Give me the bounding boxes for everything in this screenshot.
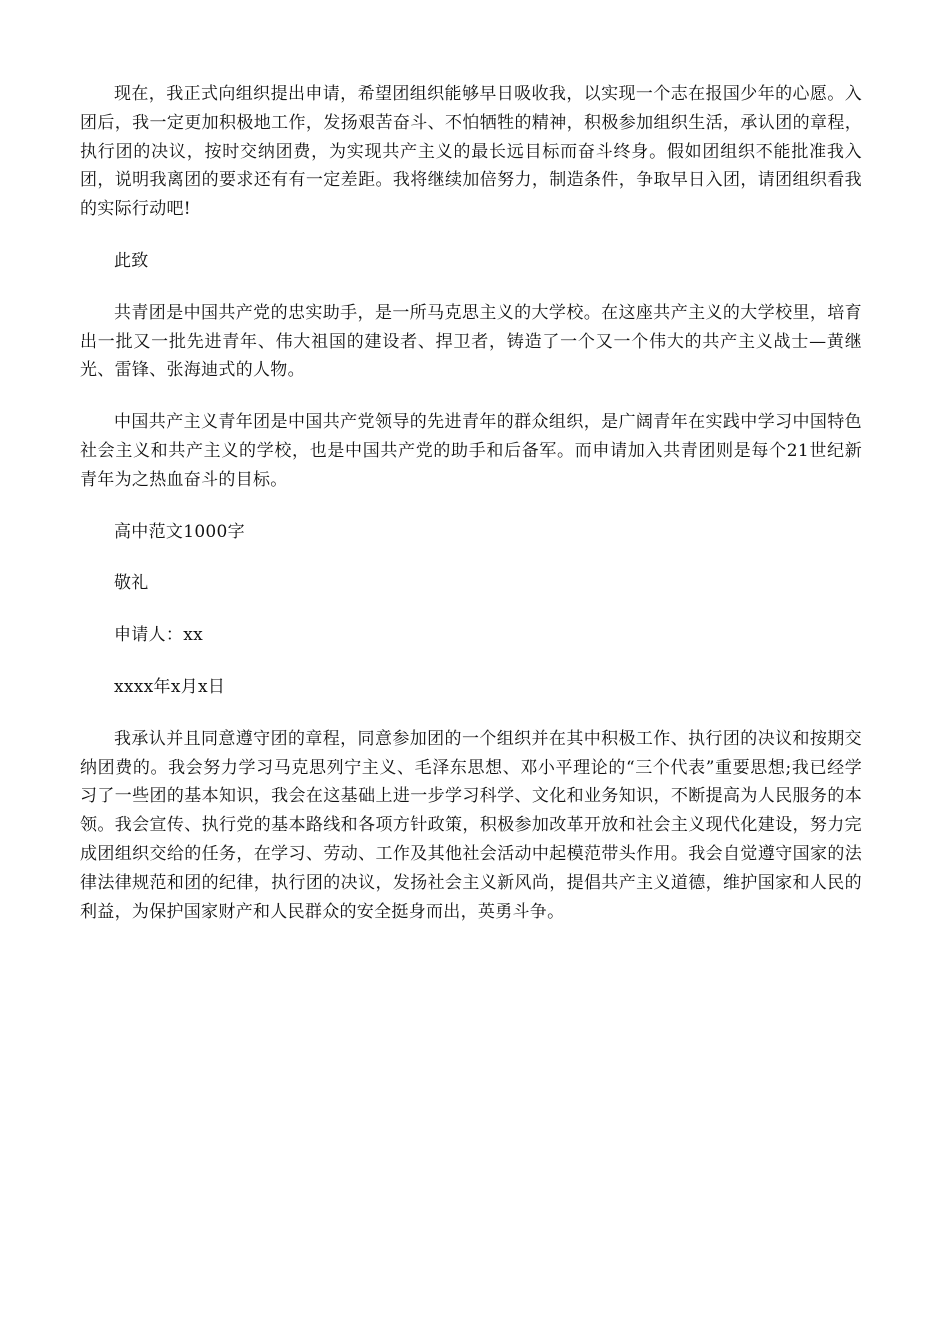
paragraph-line: 敬礼 bbox=[114, 573, 149, 594]
paragraph-line: 高中范文1000字 bbox=[114, 521, 245, 542]
paragraph-line: 人民服务的本领。我会宣传、执行党的基本路线和各项方针政策，积极参加改革开放和社会主义现 bbox=[80, 786, 862, 836]
paragraph-line: xxxx年x月x日 bbox=[114, 676, 226, 697]
paragraph-9 bbox=[80, 725, 862, 927]
paragraph-line: 期交纳团费的。我会努力学习马克思列宁主义、毛泽东思想、邓小平理论的“三个代表”重要思想; bbox=[80, 728, 862, 778]
paragraph-line: 我已经学习了一些团的基本知识，我会在这基础上进一步学习科学、文化和业务知识，不断提高为 bbox=[80, 757, 862, 807]
paragraph-4 bbox=[80, 408, 862, 494]
paragraph-line: 义道德，维护国家和人民的利益，为保护国家财产和人民群众的安全挺身而出，英勇斗争。 bbox=[80, 872, 862, 922]
paragraph-gap bbox=[80, 702, 862, 725]
paragraph-gap bbox=[80, 546, 862, 569]
paragraph-line: 团的章程，执行团的决议，按时交纳团费，为实现共产主义的最长远目标而奋斗终身。假如团组织 bbox=[80, 112, 863, 162]
paragraph-gap bbox=[80, 495, 862, 518]
document-page bbox=[80, 72, 862, 926]
paragraph-line: 代化建设，努力完成团组织交给的任务，在学习、劳动、工作及其他社会活动中起模范带头作用。 bbox=[80, 815, 862, 864]
paragraph-gap bbox=[80, 650, 862, 673]
paragraph-1 bbox=[80, 80, 862, 224]
paragraph-line: 我承认并且同意遵守团的章程，同意参加团的一个组织并在其中积极工作、执行团的决议和按 bbox=[114, 728, 828, 749]
paragraph-line: 现在，我正式向组织提出申请，希望团组织能够早日吸收我，以实现一个志在报国少年的心 bbox=[114, 84, 810, 104]
paragraph-line: —黄继光、雷锋、张海迪式的人物。 bbox=[80, 331, 862, 381]
paragraph-line: 申请人：xx bbox=[114, 625, 203, 646]
paragraph-line: 我会自觉遵守国家的法律法律规范和团的纪律，执行团的决议，发扬社会主义新风尚，提倡共产主 bbox=[80, 843, 863, 893]
paragraph-gap bbox=[80, 224, 862, 247]
paragraph-line: 特色社会主义和共产主义的学校，也是中国共产党的助手和后备军。而申请加入共青团则是每个21 bbox=[80, 412, 862, 461]
paragraph-line: 世纪新青年为之热血奋斗的目标。 bbox=[80, 440, 862, 490]
paragraph-2 bbox=[80, 247, 862, 276]
paragraph-line: 愿。入团后，我一定更加积极地工作，发扬艰苦奋斗、不怕牺牲的精神，积极参加组织生活，承认 bbox=[80, 84, 863, 133]
paragraph-line: 团，请团组织看我的实际行动吧! bbox=[80, 170, 862, 220]
paragraph-5 bbox=[80, 518, 862, 547]
paragraph-line: 不能批准我入团，说明我离团的要求还有有一定差距。我将继续加倍努力，制造条件，争取早日入 bbox=[80, 141, 862, 191]
paragraph-8 bbox=[80, 673, 862, 702]
paragraph-line: 中国共产主义青年团是中国共产党领导的先进青年的群众组织，是广阔青年在实践中学习中国 bbox=[114, 412, 828, 433]
paragraph-7 bbox=[80, 621, 862, 650]
paragraph-line: 培育出一批又一批先进青年、伟大祖国的建设者、捍卫者，铸造了一个又一个伟大的共产主义战士 bbox=[80, 302, 862, 352]
paragraph-gap bbox=[80, 276, 862, 299]
paragraph-gap bbox=[80, 598, 862, 621]
paragraph-3 bbox=[80, 299, 862, 385]
paragraph-line: 共青团是中国共产党的忠实助手，是一所马克思主义的大学校。在这座共产主义的大学校里， bbox=[114, 302, 828, 323]
paragraph-line: 此致 bbox=[114, 250, 149, 271]
paragraph-gap bbox=[80, 385, 862, 408]
paragraph-6 bbox=[80, 569, 862, 598]
